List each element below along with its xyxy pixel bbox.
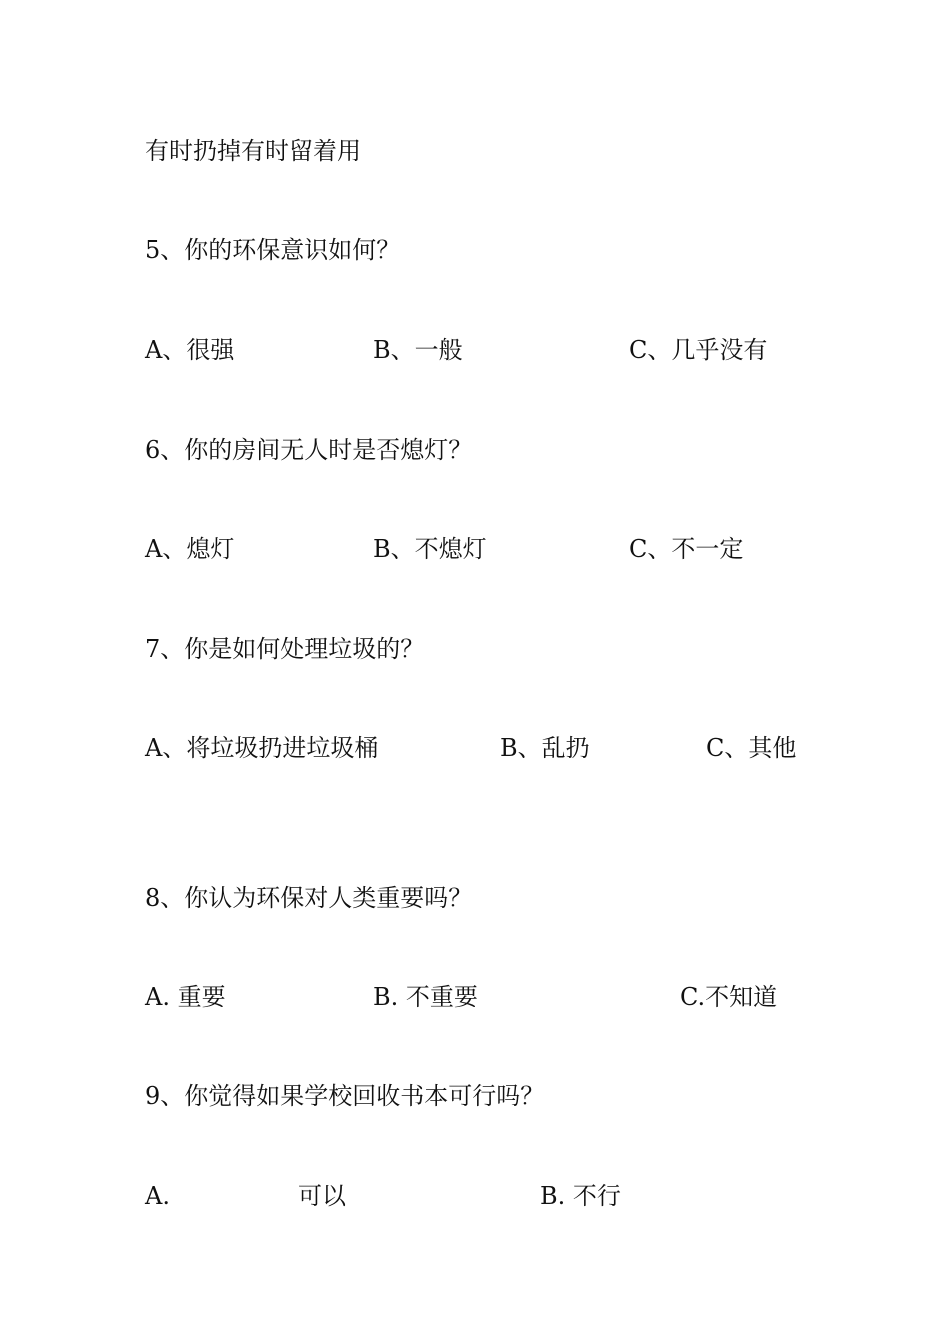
q7-option-b: B、乱扔 (500, 734, 590, 762)
q6-option-b: B、不熄灯 (373, 535, 487, 563)
q7-option-c: C、其他 (706, 734, 797, 762)
continuation-option-text: 有时扔掉有时留着用 (145, 137, 361, 165)
q8-option-a: A. 重要 (145, 983, 226, 1011)
question-7: 7、你是如何处理垃圾的？ (145, 635, 425, 663)
q9-option-a-text: 可以 (298, 1182, 346, 1210)
question-9: 9、你觉得如果学校回收书本可行吗？ (145, 1082, 545, 1110)
q6-option-c: C、不一定 (629, 535, 744, 563)
q5-option-b: B、一般 (373, 336, 463, 364)
question-5: 5、你的环保意识如何？ (145, 236, 401, 264)
q9-option-a-marker: A. (145, 1182, 170, 1210)
q5-option-a: A、很强 (145, 336, 235, 364)
q5-option-c: C、几乎没有 (629, 336, 768, 364)
question-8: 8、你认为环保对人类重要吗？ (145, 884, 473, 912)
question-6: 6、你的房间无人时是否熄灯？ (145, 436, 473, 464)
q7-option-a: A、将垃圾扔进垃圾桶 (145, 734, 379, 762)
q6-option-a: A、熄灯 (145, 535, 235, 563)
q8-option-c: C.不知道 (680, 983, 778, 1011)
q8-option-b: B. 不重要 (373, 983, 478, 1011)
q9-option-b: B. 不行 (540, 1182, 621, 1210)
